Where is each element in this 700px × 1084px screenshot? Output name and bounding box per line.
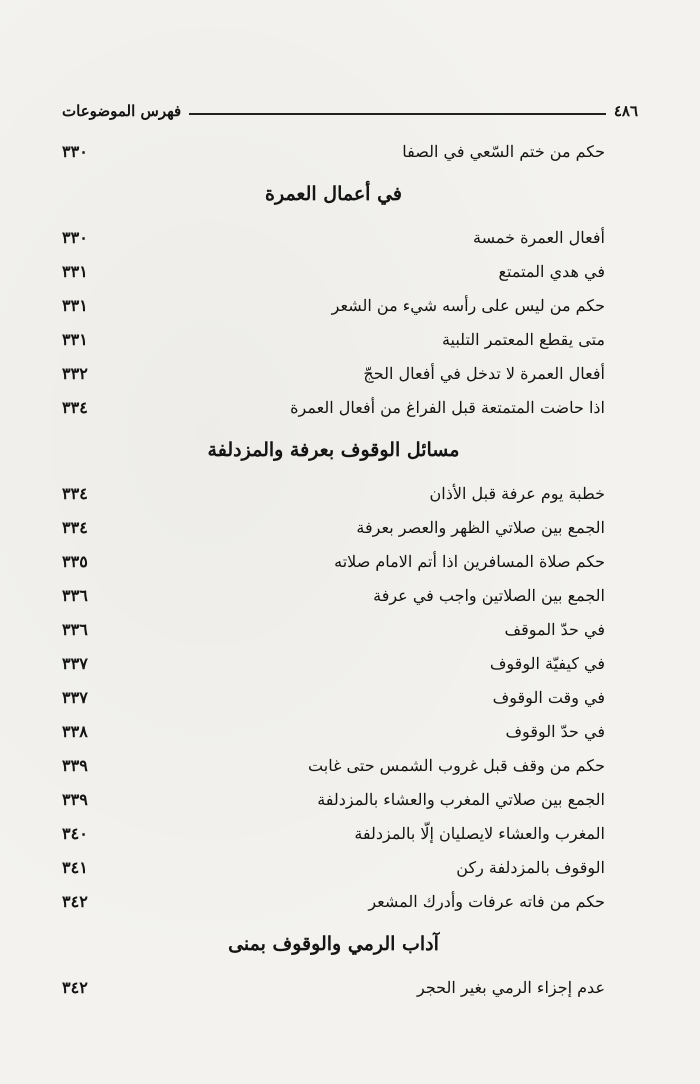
running-head-rule	[189, 113, 606, 115]
toc-entry-title: في هدي المتمتع	[498, 261, 605, 281]
table-of-contents	[62, 134, 605, 1004]
toc-entry-title: أفعال العمرة لا تدخل في أفعال الحجّ	[363, 363, 605, 383]
toc-entry-page: ٣٣٤	[62, 483, 88, 503]
toc-entry-page: ٣٣٧	[62, 653, 88, 673]
toc-entry	[62, 578, 605, 612]
toc-entry	[62, 510, 605, 544]
toc-entry	[62, 476, 605, 510]
toc-entry	[62, 850, 605, 884]
section-heading-text: مسائل الوقوف بعرفة والمزدلفة	[207, 439, 460, 461]
toc-entry-page: ٣٣١	[62, 295, 88, 315]
toc-entry-page: ٣٣٠	[62, 141, 88, 161]
toc-entry-title: في وقت الوقوف	[492, 687, 605, 707]
toc-entry	[62, 134, 605, 168]
toc-entry-page: ٣٤٢	[62, 891, 88, 911]
page-number: ٤٨٦	[613, 102, 638, 120]
toc-entry-page: ٣٣٢	[62, 363, 88, 383]
toc-entry-page: ٣٤٢	[62, 977, 88, 997]
section-heading-text: في أعمال العمرة	[265, 183, 402, 205]
toc-entry-page: ٣٣٠	[62, 227, 88, 247]
toc-entry-page: ٣٣٩	[62, 789, 88, 809]
toc-entry	[62, 884, 605, 918]
toc-entry	[62, 680, 605, 714]
toc-entry-page: ٣٣٨	[62, 721, 88, 741]
toc-entry	[62, 748, 605, 782]
toc-entry-title: حكم من فاته عرفات وأدرك المشعر	[368, 891, 605, 911]
section-heading	[62, 424, 605, 476]
toc-entry	[62, 322, 605, 356]
toc-entry-title: متى يقطع المعتمر التلبية	[441, 329, 605, 349]
toc-entry-page: ٣٤٠	[62, 823, 88, 843]
toc-entry	[62, 714, 605, 748]
toc-entry-title: عدم إجزاء الرمي بغير الحجر	[416, 977, 605, 997]
toc-entry	[62, 970, 605, 1004]
toc-entry	[62, 782, 605, 816]
toc-entry-page: ٣٣٦	[62, 585, 88, 605]
toc-entry-page: ٣٣٥	[62, 551, 88, 571]
toc-entry-title: في حدّ الوقوف	[505, 721, 605, 741]
toc-entry-title: خطبة يوم عرفة قبل الأذان	[429, 483, 605, 503]
running-head	[62, 92, 638, 120]
toc-entry	[62, 646, 605, 680]
section-heading	[62, 168, 605, 220]
toc-entry-title: حكم من ختم السّعي في الصفا	[402, 141, 605, 161]
toc-entry-title: حكم من وقف قبل غروب الشمس حتى غابت	[308, 755, 605, 775]
toc-entry-title: حكم صلاة المسافرين اذا أتم الامام صلاته	[334, 551, 605, 571]
section-heading-text: آداب الرمي والوقوف بمنى	[228, 933, 439, 955]
toc-entry	[62, 254, 605, 288]
toc-entry-page: ٣٣٤	[62, 517, 88, 537]
toc-entry-page: ٣٣١	[62, 261, 88, 281]
toc-entry-page: ٣٣٧	[62, 687, 88, 707]
toc-entry-page: ٣٣٦	[62, 619, 88, 639]
toc-entry-page: ٣٣٤	[62, 397, 88, 417]
toc-entry-page: ٣٤١	[62, 857, 88, 877]
toc-entry	[62, 220, 605, 254]
toc-entry	[62, 612, 605, 646]
toc-entry	[62, 288, 605, 322]
running-head-title: فهرس الموضوعات	[62, 102, 182, 120]
toc-entry-title: المغرب والعشاء لايصليان إلّا بالمزدلفة	[354, 823, 605, 843]
section-heading	[62, 918, 605, 970]
toc-entry-title: اذا حاضت المتمتعة قبل الفراغ من أفعال العمرة	[290, 397, 605, 417]
toc-entry	[62, 816, 605, 850]
toc-entry-title: الجمع بين صلاتي الظهر والعصر بعرفة	[356, 517, 605, 537]
toc-entry	[62, 356, 605, 390]
toc-entry-title: في كيفيّة الوقوف	[489, 653, 605, 673]
toc-entry-title: حكم من ليس على رأسه شيء من الشعر	[331, 295, 605, 315]
toc-entry-title: الجمع بين صلاتي المغرب والعشاء بالمزدلفة	[317, 789, 605, 809]
toc-entry	[62, 544, 605, 578]
toc-entry-title: الوقوف بالمزدلفة ركن	[456, 857, 605, 877]
toc-entry-page: ٣٣٩	[62, 755, 88, 775]
toc-entry-title: أفعال العمرة خمسة	[473, 227, 605, 247]
toc-entry-page: ٣٣١	[62, 329, 88, 349]
toc-entry-title: في حدّ الموقف	[504, 619, 605, 639]
toc-entry	[62, 390, 605, 424]
toc-entry-title: الجمع بين الصلاتين واجب في عرفة	[373, 585, 605, 605]
